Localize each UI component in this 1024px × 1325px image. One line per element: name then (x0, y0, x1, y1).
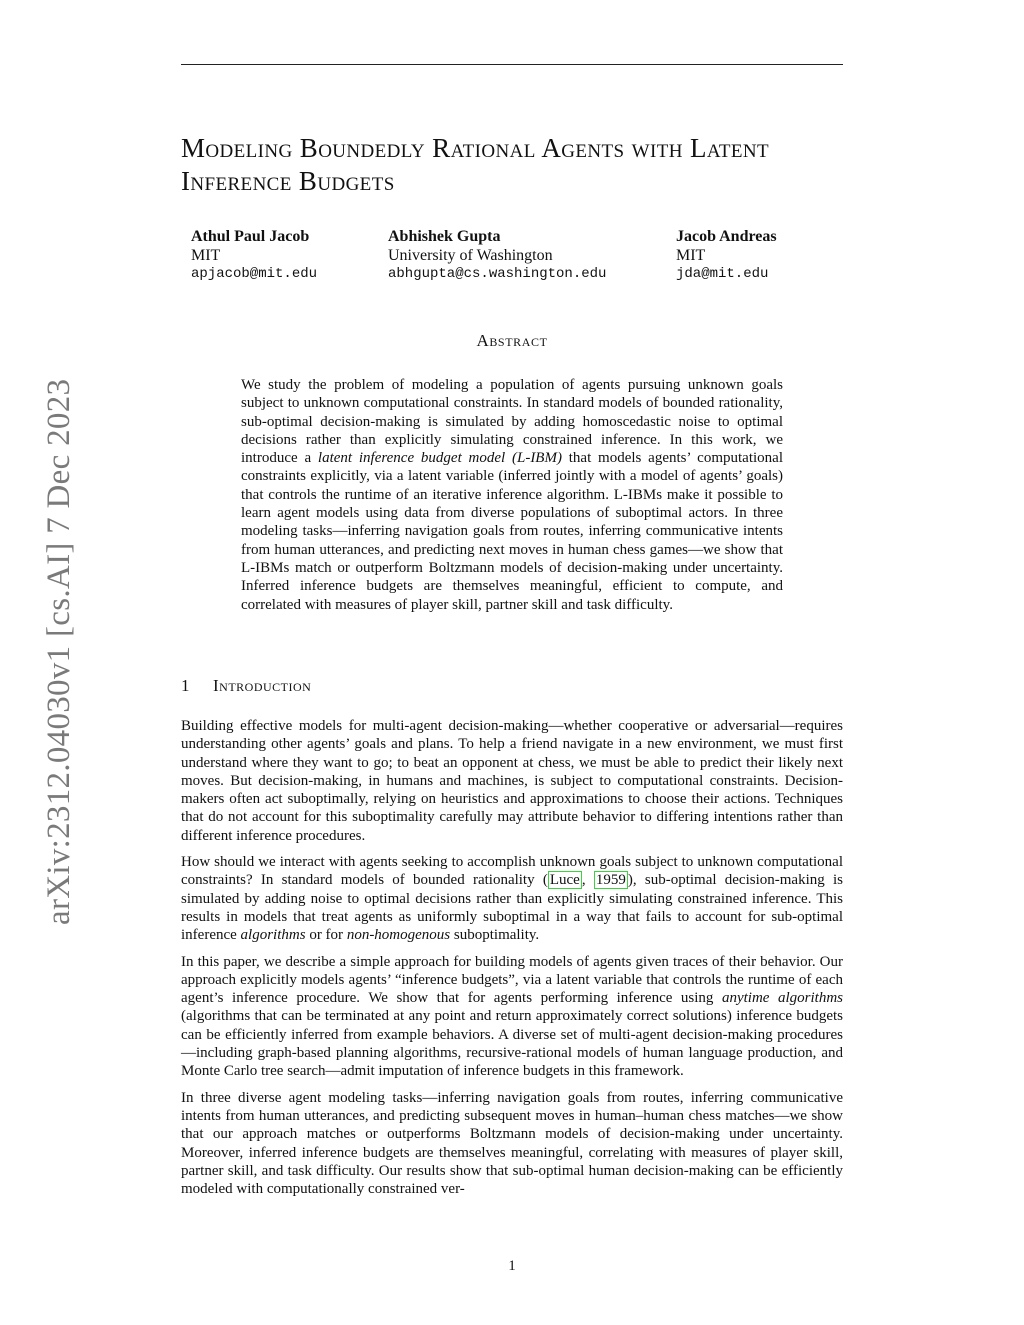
author-affiliation: MIT (191, 246, 221, 264)
author-email[interactable]: jda@mit.edu (676, 266, 769, 282)
section-title: Introduction (213, 676, 312, 695)
paragraph: In three diverse agent modeling tasks—inferring navigation goals from routes, inferring communicative intents from human utterances, and predicting subsequent moves in human–human chess matches—we show that our approach matches or outperforms Boltzmann models of decision-making under uncertainty. Moreover, inferred inference budgets are themselves meaningful, correlating with measures of player skill, partner skill, and task difficulty. Our results show that sub-optimal human decision-making can be efficiently modeled with computationally constrained ver- (181, 1089, 843, 1198)
introduction-body (181, 717, 843, 1206)
page-number: 1 (508, 1258, 516, 1274)
abstract-text: We study the problem of modeling a population of agents pursuing unknown goals subject to unknown computational constraints. In standard models of bounded rationality, sub-optimal decision-making is simulated by adding homoscedastic noise to optimal decisions rather than explicitly simulating constrained inference. In this work, we introduce a latent inference budget model (L-IBM) that models agents’ computational constraints explicitly, via a latent variable (inferred jointly with a model of agents’ goals) that controls the runtime of an iterative inference algorithm. L-IBMs make it possible to learn agent models using data from diverse populations of suboptimal actors. In three modeling tasks—inferring navigation goals from routes, inferring communicative intents from human utterances, and predicting next moves in human chess games—we show that L-IBMs match or outperform Boltzmann models of decision-making under uncertainty. Inferred inference budgets are themselves meaningful, efficient to compute, and correlated with measures of player skill, partner skill and task difficulty. (241, 377, 783, 613)
author-block (191, 228, 317, 284)
section-heading (181, 676, 311, 696)
citation-link[interactable]: 1959 (595, 872, 626, 889)
author-affiliation: MIT (676, 246, 706, 264)
author-name: Abhishek Gupta (388, 228, 501, 245)
author-name: Athul Paul Jacob (191, 228, 310, 245)
author-email[interactable]: abhgupta@cs.washington.edu (388, 266, 607, 282)
author-name: Jacob Andreas (676, 228, 777, 245)
paragraph: Building effective models for multi-agent decision-making—whether cooperative or adversarial—requires understanding other agents’ goals and plans. To help a friend navigate in a new environment, we must first understand where they want to go; to beat an opponent at chess, we must be able to predict their likely next moves. But decision-making, in humans and machines, is subject to computational constraints. Decision-makers often act suboptimally, relying on heuristics and approximations to choose their actions. Techniques that do not account for this suboptimality carefully may attribute behavior to differing intentions rather than different inference procedures. (181, 718, 843, 844)
paper-title: Modeling Boundedly Rational Agents with Latent Inference Budgets (181, 133, 770, 196)
citation-link[interactable]: Luce (549, 872, 580, 889)
section-number: 1 (181, 676, 190, 695)
author-affiliation: University of Washington (388, 246, 553, 264)
top-rule (181, 64, 843, 65)
paragraph: In this paper, we describe a simple approach for building models of agents given traces of their behavior. Our approach explicitly models agents’ “inference budgets”, via a latent variable that controls the runtime of each agent’s inference procedure. We show that for agents performing inference using anytime algorithms (algorithms that can be terminated at any point and return approximately correct solutions) inference budgets can be efficiently inferred from example behaviors. A diverse set of multi-agent decision-making procedures—including graph-based planning algorithms, recursive-rational models of human language production, and Monte Carlo tree search—admit imputation of inference budgets in this framework. (181, 953, 843, 1080)
abstract-heading: Abstract (476, 331, 548, 350)
paragraph: How should we interact with agents seeking to accomplish unknown goals subject to unknown computational constraints? In standard models of bounded rationality ( Luce , 1959 ), sub-optimal decision-making is simulated by adding noise to optimal decisions rather than explicitly simulating constrained inference. This results in models that treat agents as uniformly suboptimal in a way that fails to account for sub-optimal inference algorithms or for non-homogenous suboptimality. (181, 854, 844, 944)
author-block (388, 228, 606, 284)
arxiv-identifier[interactable]: arXiv:2312.04030v1 [cs.AI] 7 Dec 2023 (41, 378, 77, 925)
author-email[interactable]: apjacob@mit.edu (191, 266, 318, 282)
author-block (676, 228, 777, 284)
